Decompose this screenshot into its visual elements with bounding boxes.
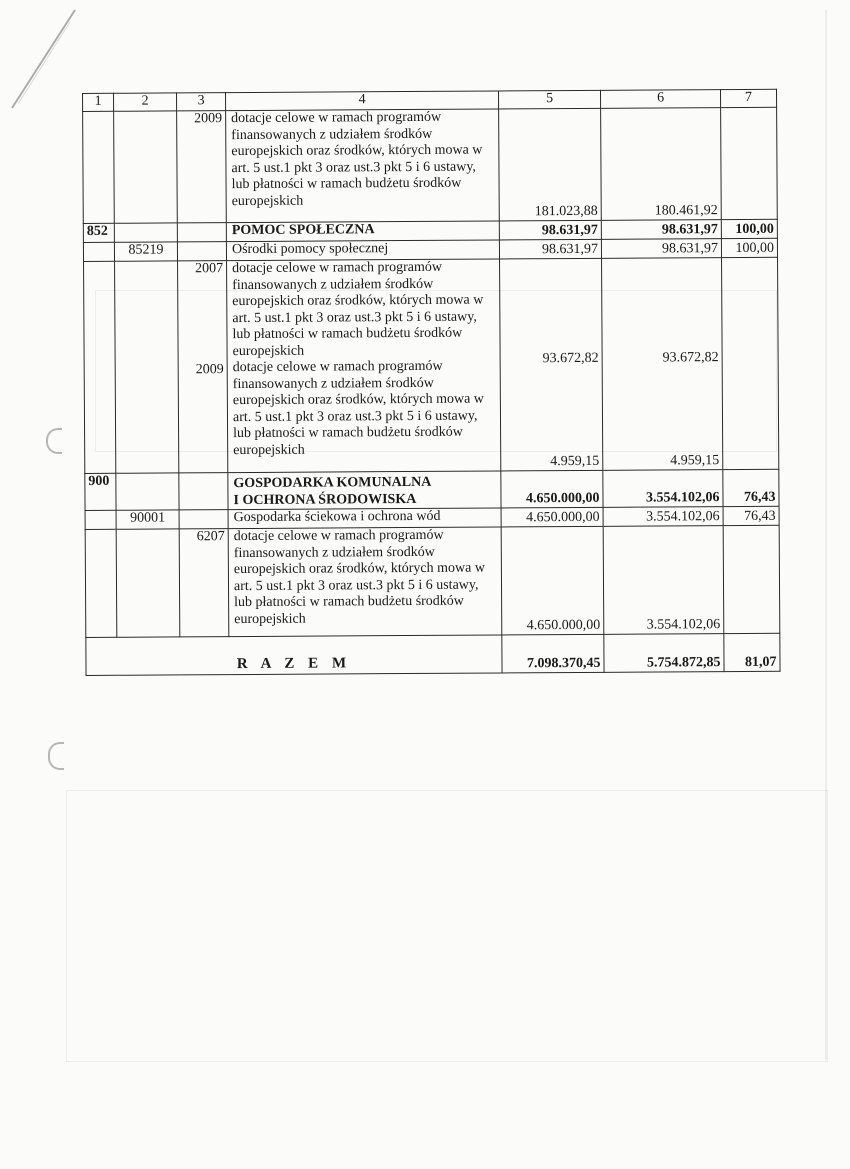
execution-2009: 4.959,15: [670, 452, 720, 468]
table-row: [84, 257, 779, 473]
rozdzial-cell: 85219: [114, 242, 177, 261]
execution-2007: 93.672,82: [662, 350, 719, 366]
plan-2007: 93.672,82: [542, 350, 599, 367]
total-execution-cell: 5.754.872,85: [604, 634, 724, 673]
description-cell: [228, 471, 501, 510]
total-row: [86, 633, 780, 675]
execution-cell: 98.631,97: [601, 220, 721, 240]
description-cell: POMOC SPOŁECZNA: [226, 221, 499, 242]
description-cell: dotacje celowe w ramach programów finansowanych z udziałem środków europejskich oraz środków, których mowa w art. 5 ust.1 pkt 3 oraz ust.3 pkt 5 i 6 ustawy, lub płatności w ramach budżetu środków europejskich: [228, 527, 502, 637]
description-cell: [227, 259, 501, 473]
paragraf-cell: [177, 242, 226, 261]
percent-cell: 100,00: [721, 238, 777, 257]
header-col-7: 7: [720, 89, 776, 107]
dzial-cell: [84, 261, 116, 473]
dzial-cell: [83, 111, 115, 223]
description-cell: dotacje celowe w ramach programów finansowanych z udziałem środków europejskich oraz środków, których mowa w art. 5 ust.1 pkt 3 oraz ust.3 pkt 5 i 6 ustawy, lub płatności w ramach budżetu środków europejskich: [226, 109, 500, 223]
percent-cell: [722, 257, 779, 469]
description-line-2: I OCHRONA ŚRODOWISKA: [233, 491, 417, 508]
paragraf-cell: 6207: [179, 529, 229, 637]
paragraf-2009: 2009: [195, 361, 224, 377]
paragraf-2007: 2007: [195, 261, 224, 277]
plan-cell: 98.631,97: [499, 239, 601, 259]
paragraf-cell: [179, 473, 228, 510]
paragraf-cell: [178, 261, 228, 473]
rozdzial-cell: [115, 261, 179, 473]
paragraf-cell: 2009: [177, 111, 227, 223]
table-row: [85, 525, 780, 637]
header-col-2: 2: [114, 93, 177, 111]
description-cell: Ośrodki pomocy społecznej: [226, 240, 499, 261]
plan-cell: 4.650.000,00: [501, 526, 604, 635]
plan-cell: [500, 258, 603, 471]
execution-cell: 180.461,92: [601, 108, 722, 221]
rozdzial-cell: [116, 473, 179, 510]
total-plan-cell: 7.098.370,45: [502, 634, 604, 673]
header-col-1: 1: [83, 93, 114, 111]
dzial-cell: 852: [83, 223, 114, 242]
description-cell: Gospodarka ściekowa i ochrona wód: [228, 508, 501, 529]
budget-table: [82, 89, 781, 676]
section-row-900: [85, 469, 779, 510]
dzial-cell: [85, 510, 116, 529]
table-row: [83, 107, 778, 223]
total-label: R A Z E M: [86, 635, 502, 676]
rozdzial-cell: [116, 529, 180, 637]
rozdzial-cell: [114, 111, 178, 223]
header-col-3: 3: [177, 93, 226, 111]
plan-2009: 4.959,15: [550, 453, 600, 469]
percent-cell: 76,43: [723, 506, 779, 525]
description-2009: dotacje celowe w ramach programów finansowanych z udziałem środków europejskich oraz środków, których mowa w art. 5 ust.1 pkt 3 oraz ust.3 pkt 5 i 6 ustawy, lub płatności w ramach budżetu środków europejskich: [232, 358, 484, 458]
dzial-cell: [83, 242, 114, 261]
execution-cell: 3.554.102,06: [603, 470, 723, 508]
execution-cell: [602, 258, 723, 471]
bleed-through-block-2: [66, 790, 828, 1062]
header-col-6: 6: [600, 90, 720, 109]
description-2007: dotacje celowe w ramach programów finansowanych z udziałem środków europejskich oraz środków, których mowa w art. 5 ust.1 pkt 3 oraz ust.3 pkt 5 i 6 ustawy, lub płatności w ramach budżetu środków europejskich: [232, 259, 484, 359]
percent-cell: 100,00: [721, 219, 777, 238]
dzial-cell: 900: [85, 473, 116, 510]
plan-cell: 4.650.000,00: [501, 507, 603, 527]
plan-cell: 98.631,97: [499, 220, 601, 240]
execution-cell: 3.554.102,06: [603, 507, 723, 527]
execution-cell: 98.631,97: [601, 239, 721, 259]
header-col-4: 4: [226, 91, 499, 111]
plan-cell: 181.023,88: [499, 108, 602, 221]
percent-cell: 76,43: [723, 469, 779, 506]
punch-hole-mark-top: [46, 428, 62, 454]
percent-cell: [723, 525, 780, 633]
percent-cell: [721, 107, 778, 219]
total-percent-cell: 81,07: [724, 633, 780, 671]
description-line-1: GOSPODARKA KOMUNALNA: [233, 474, 432, 492]
punch-hole-mark-bottom: [48, 742, 64, 770]
rozdzial-cell: [114, 223, 177, 242]
dzial-cell: [85, 529, 117, 637]
rozdzial-cell: 90001: [116, 510, 179, 529]
paragraf-cell: [179, 510, 228, 529]
plan-cell: 4.650.000,00: [501, 470, 603, 508]
paragraf-cell: [177, 223, 226, 242]
execution-cell: 3.554.102,06: [603, 526, 724, 635]
header-col-5: 5: [498, 90, 600, 109]
